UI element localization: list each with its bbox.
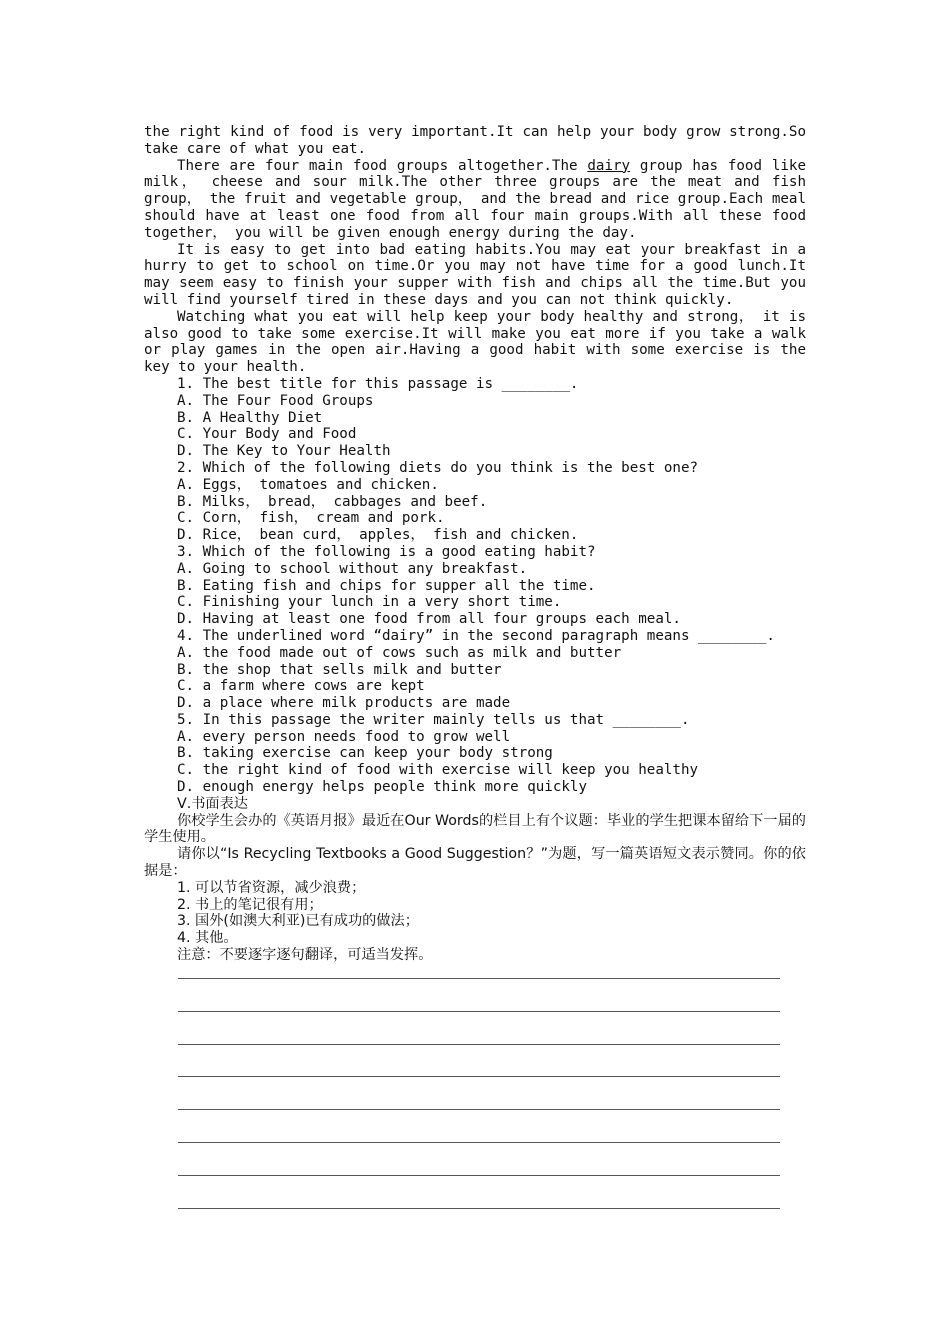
question-5 [144,712,806,796]
writing-prompt-1: 你校学生会办的《英语月报》最近在Our Words的栏目上有个议题：毕业的学生把课本留给下一届的学生使用。 [144,812,806,846]
answer-line[interactable] [178,1011,780,1012]
question-stem: 2. Which of the following diets do you think is the best one? [177,459,699,476]
answer-line[interactable] [178,1044,780,1045]
underlined-word-dairy: dairy [587,157,631,174]
question-option: D. a place where milk products are made [177,695,511,712]
answer-line[interactable] [178,1076,780,1077]
question-2 [144,460,806,544]
passage-paragraph-2 [144,158,806,242]
answer-lines [178,978,780,1240]
question-4 [144,628,806,712]
question-stem: 4. The underlined word “dairy” in the second paragraph means ________. [177,627,775,644]
answer-line[interactable] [178,1109,780,1110]
writing-section [144,796,806,964]
question-option: B. Milks， bread， cabbages and beef. [177,493,488,510]
question-option: D. Having at least one food from all four groups each meal. [177,611,681,628]
passage-paragraph-4-text: Watching what you eat will help keep your body healthy and strong， it is also good to take some exercise.It will make you eat more if you take a walk or play games in the open air.Having a good habit with some exercise is the key to your health. [144,308,806,376]
question-option: A. the food made out of cows such as milk and butter [177,644,622,661]
passage-paragraph-4 [144,309,806,376]
question-option: C. Your Body and Food [177,426,357,443]
question-option: B. Eating fish and chips for supper all the time. [177,577,596,594]
passage-paragraph-2-start: There are four main food groups altogether.The [177,157,588,174]
question-option: B. A Healthy Diet [177,409,323,426]
document-page [144,124,806,964]
passage-paragraph-3 [144,242,806,309]
question-3 [144,544,806,628]
question-option: B. the shop that sells milk and butter [177,661,502,678]
question-option: C. a farm where cows are kept [177,678,425,695]
question-option: C. Finishing your lunch in a very short time. [177,594,562,611]
passage-paragraph-1-text: the right kind of food is very important.It can help your body grow strong.So take care of what you eat. [144,124,806,157]
question-option: D. Rice， bean curd， apples， fish and chicken. [177,527,579,544]
writing-point: 3. 国外(如澳大利亚)已有成功的做法； [177,913,419,930]
answer-line[interactable] [178,1208,780,1209]
question-option: A. Going to school without any breakfast. [177,560,528,577]
section-title: Ⅴ.书面表达 [177,795,248,812]
answer-line[interactable] [178,1142,780,1143]
passage-paragraph-3-text: It is easy to get into bad eating habits.You may eat your breakfast in a hurry to get to school on time.Or you may not have time for a good lunch.It may seem easy to finish your supper with fish and chips all the time.But you will find yourself tired in these days and you can not think quickly. [144,241,806,308]
passage-paragraph-1 [144,124,806,158]
writing-prompt-2: 请你以“Is Recycling Textbooks a Good Suggestion？”为题，写一篇英语短文表示赞同。你的依据是： [144,846,806,880]
question-option: A. Eggs， tomatoes and chicken. [177,476,439,493]
question-stem: 1. The best title for this passage is ________. [177,375,579,392]
question-option: A. The Four Food Groups [177,392,374,409]
question-option: D. The Key to Your Health [177,443,391,460]
question-stem: 5. In this passage the writer mainly tells us that ________. [177,711,690,728]
question-option: B. taking exercise can keep your body strong [177,745,553,762]
question-stem: 3. Which of the following is a good eating habit? [177,543,596,560]
question-option: C. Corn， fish， cream and pork. [177,510,445,527]
answer-line[interactable] [178,1175,780,1176]
passage-paragraph-2-end: group has food like milk， cheese and sour milk.The other three groups are the meat and fish group， the fruit and vegetable group， and the bread and rice group.Each meal should have at least one food from all four main groups.With all these food together， you will be given enough energy during the day. [144,157,806,241]
answer-line[interactable] [178,978,780,979]
writing-point: 1. 可以节省资源，减少浪费； [177,879,366,896]
question-option: A. every person needs food to grow well [177,728,511,745]
writing-point: 2. 书上的笔记很有用； [177,896,323,913]
question-option: D. enough energy helps people think more quickly [177,779,587,796]
question-option: C. the right kind of food with exercise will keep you healthy [177,762,699,779]
question-1 [144,376,806,460]
writing-note: 注意：不要逐字逐句翻译，可适当发挥。 [177,947,433,964]
writing-point: 4. 其他。 [177,930,238,947]
